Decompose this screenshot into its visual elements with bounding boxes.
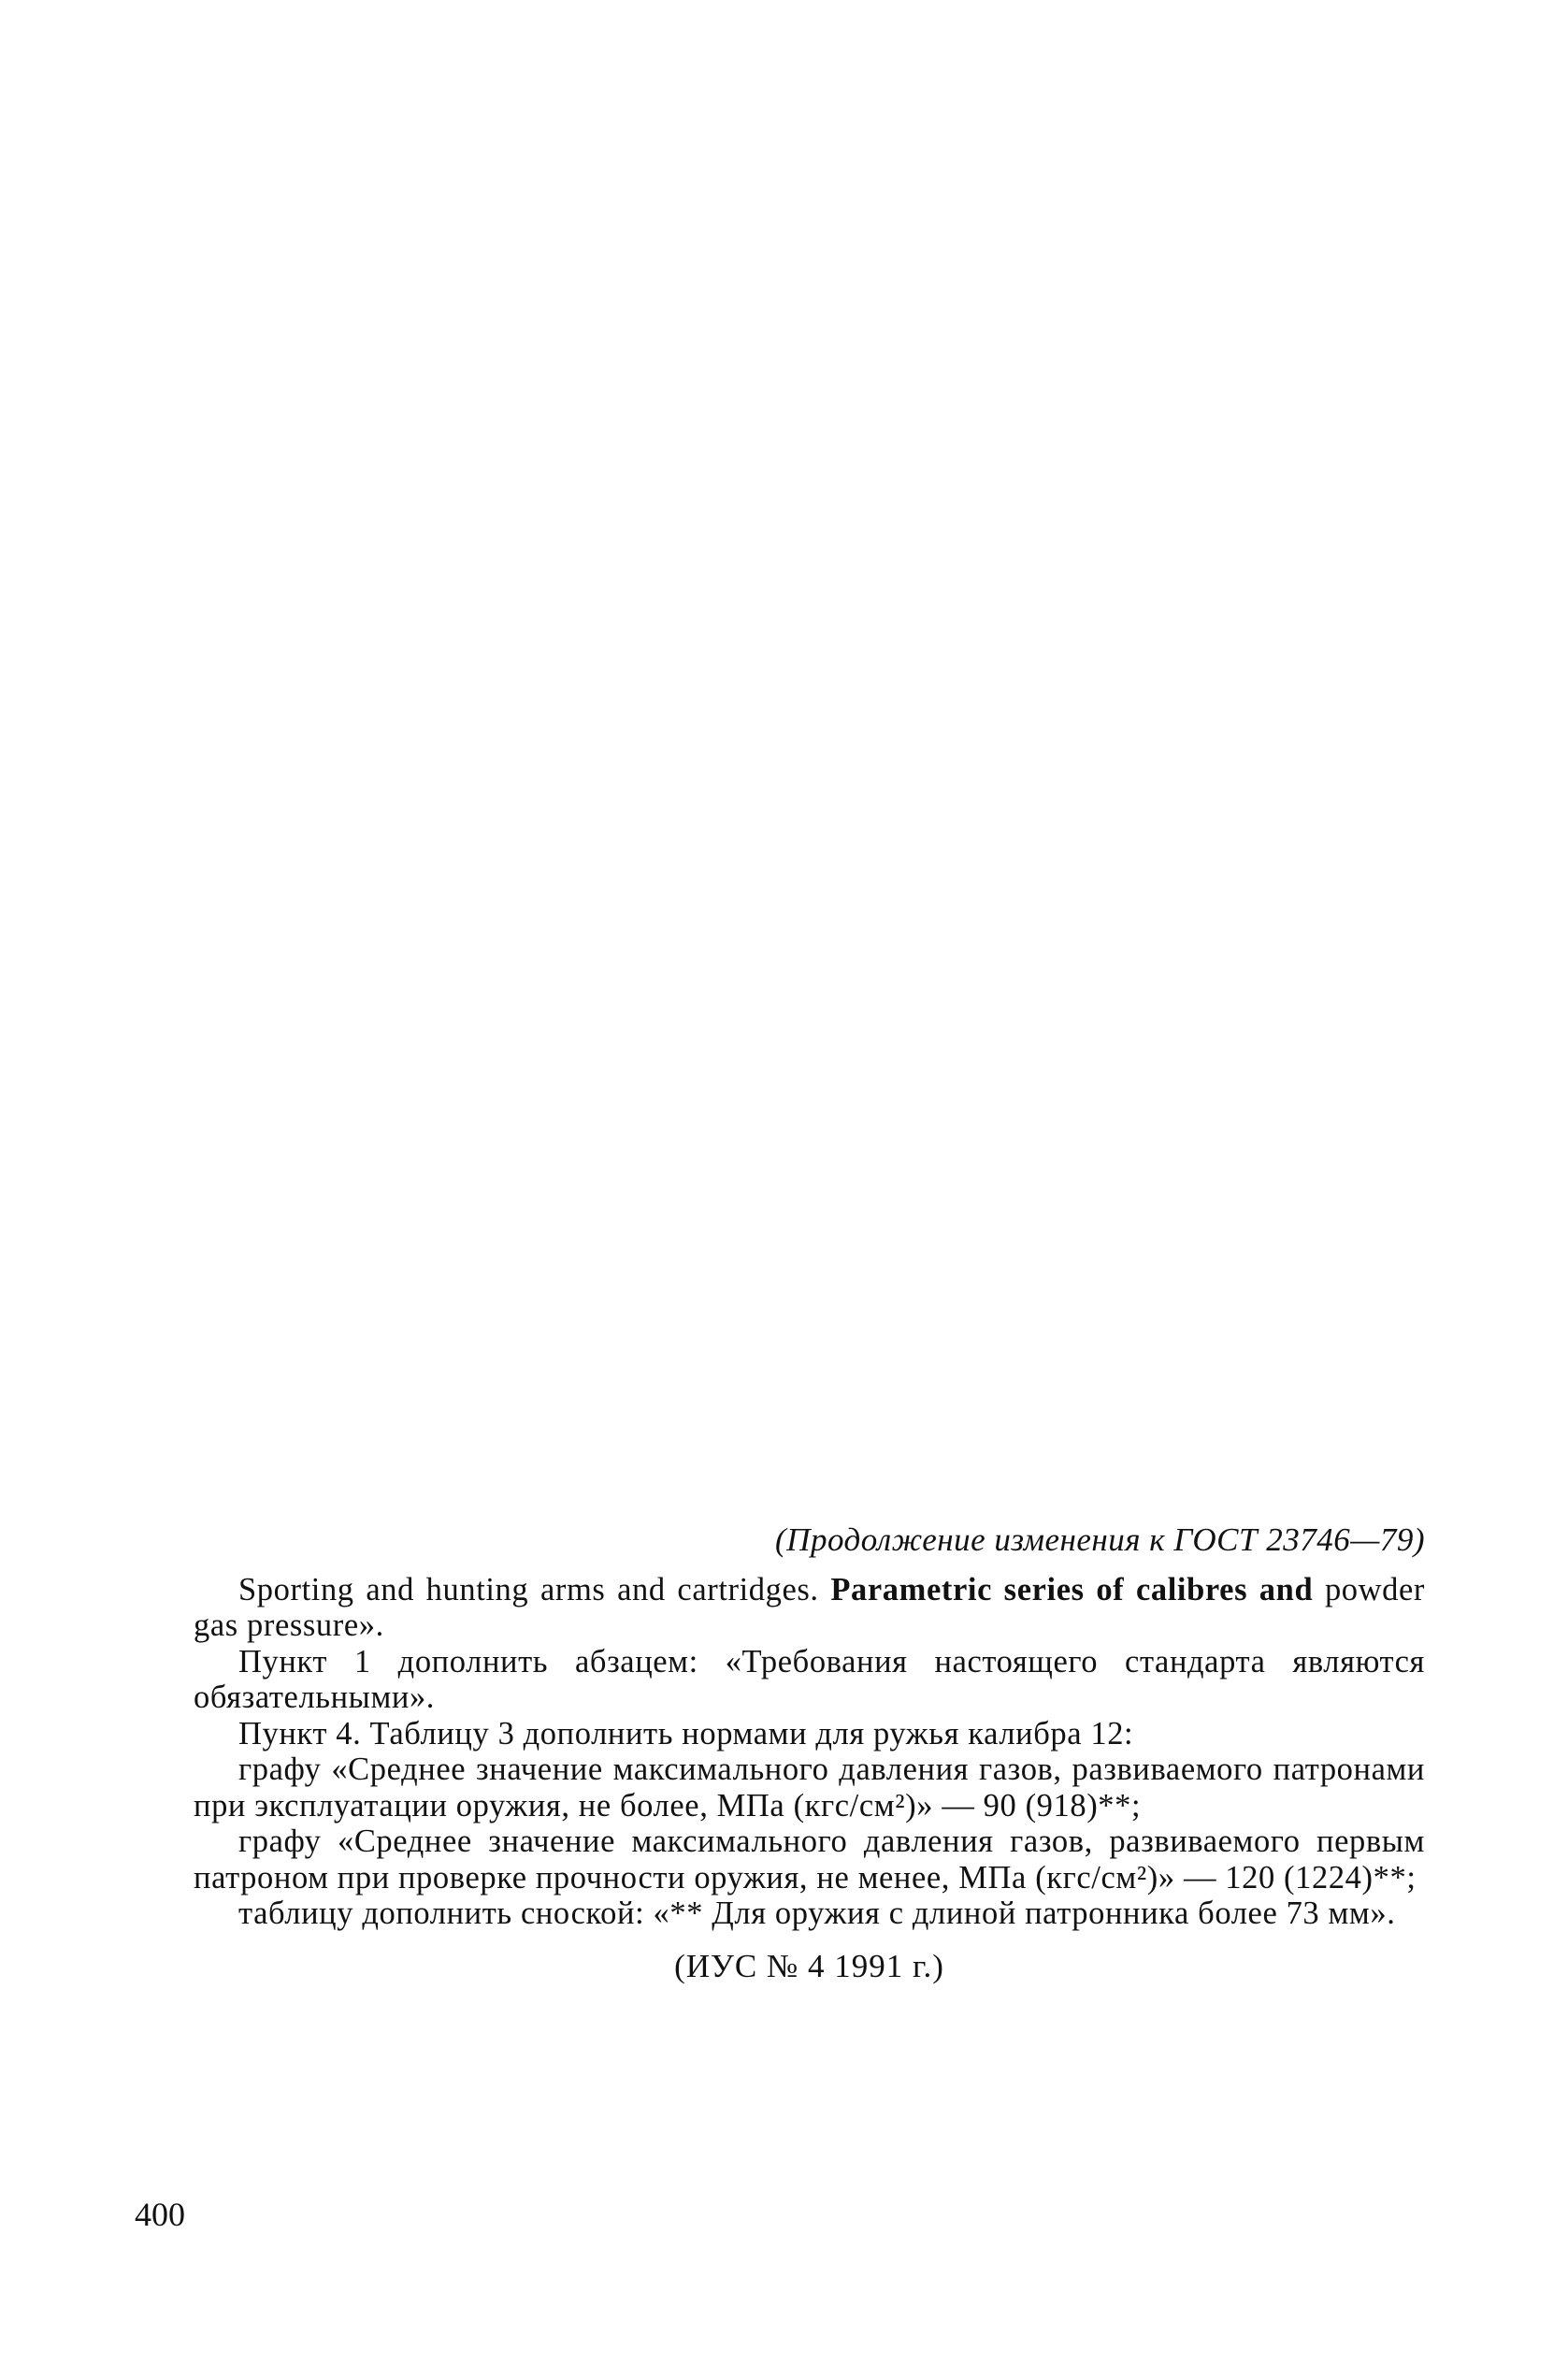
- title-bold: Parametric series of calibres and: [830, 1571, 1314, 1607]
- page-number: 400: [135, 2196, 185, 2233]
- paragraph-column-1: графу «Среднее значение максимального давления газов, развиваемого патронами при эксплуатации оружия, не более, МПа (кгс/см²)» — 90 (918)**;: [194, 1751, 1425, 1823]
- source-reference: (ИУС № 4 1991 г.): [674, 1947, 944, 1984]
- title-plain: Sporting and hunting arms and cartridges.: [238, 1571, 831, 1607]
- paragraph-point-1: Пункт 1 дополнить абзацем: «Требования настоящего стандарта являются обязательными».: [194, 1643, 1425, 1715]
- paragraph-column-2: графу «Среднее значение максимального давления газов, развиваемого первым патроном при проверке прочности оружия, не менее, МПа (кгс/см²)» — 120 (1224)**;: [194, 1823, 1425, 1896]
- continuation-header: (Продолжение изменения к ГОСТ 23746—79): [775, 1521, 1425, 1558]
- title-paragraph: [194, 1572, 1425, 1644]
- paragraph-point-4: Пункт 4. Таблицу 3 дополнить нормами для ружья калибра 12:: [238, 1715, 1134, 1751]
- amendment-text-block: [194, 1522, 1425, 1984]
- title-rest: powder gas pressure».: [194, 1571, 1426, 1643]
- paragraph-footnote: таблицу дополнить сноской: «** Для оружия с длиной патронника более 73 мм».: [238, 1896, 1396, 1931]
